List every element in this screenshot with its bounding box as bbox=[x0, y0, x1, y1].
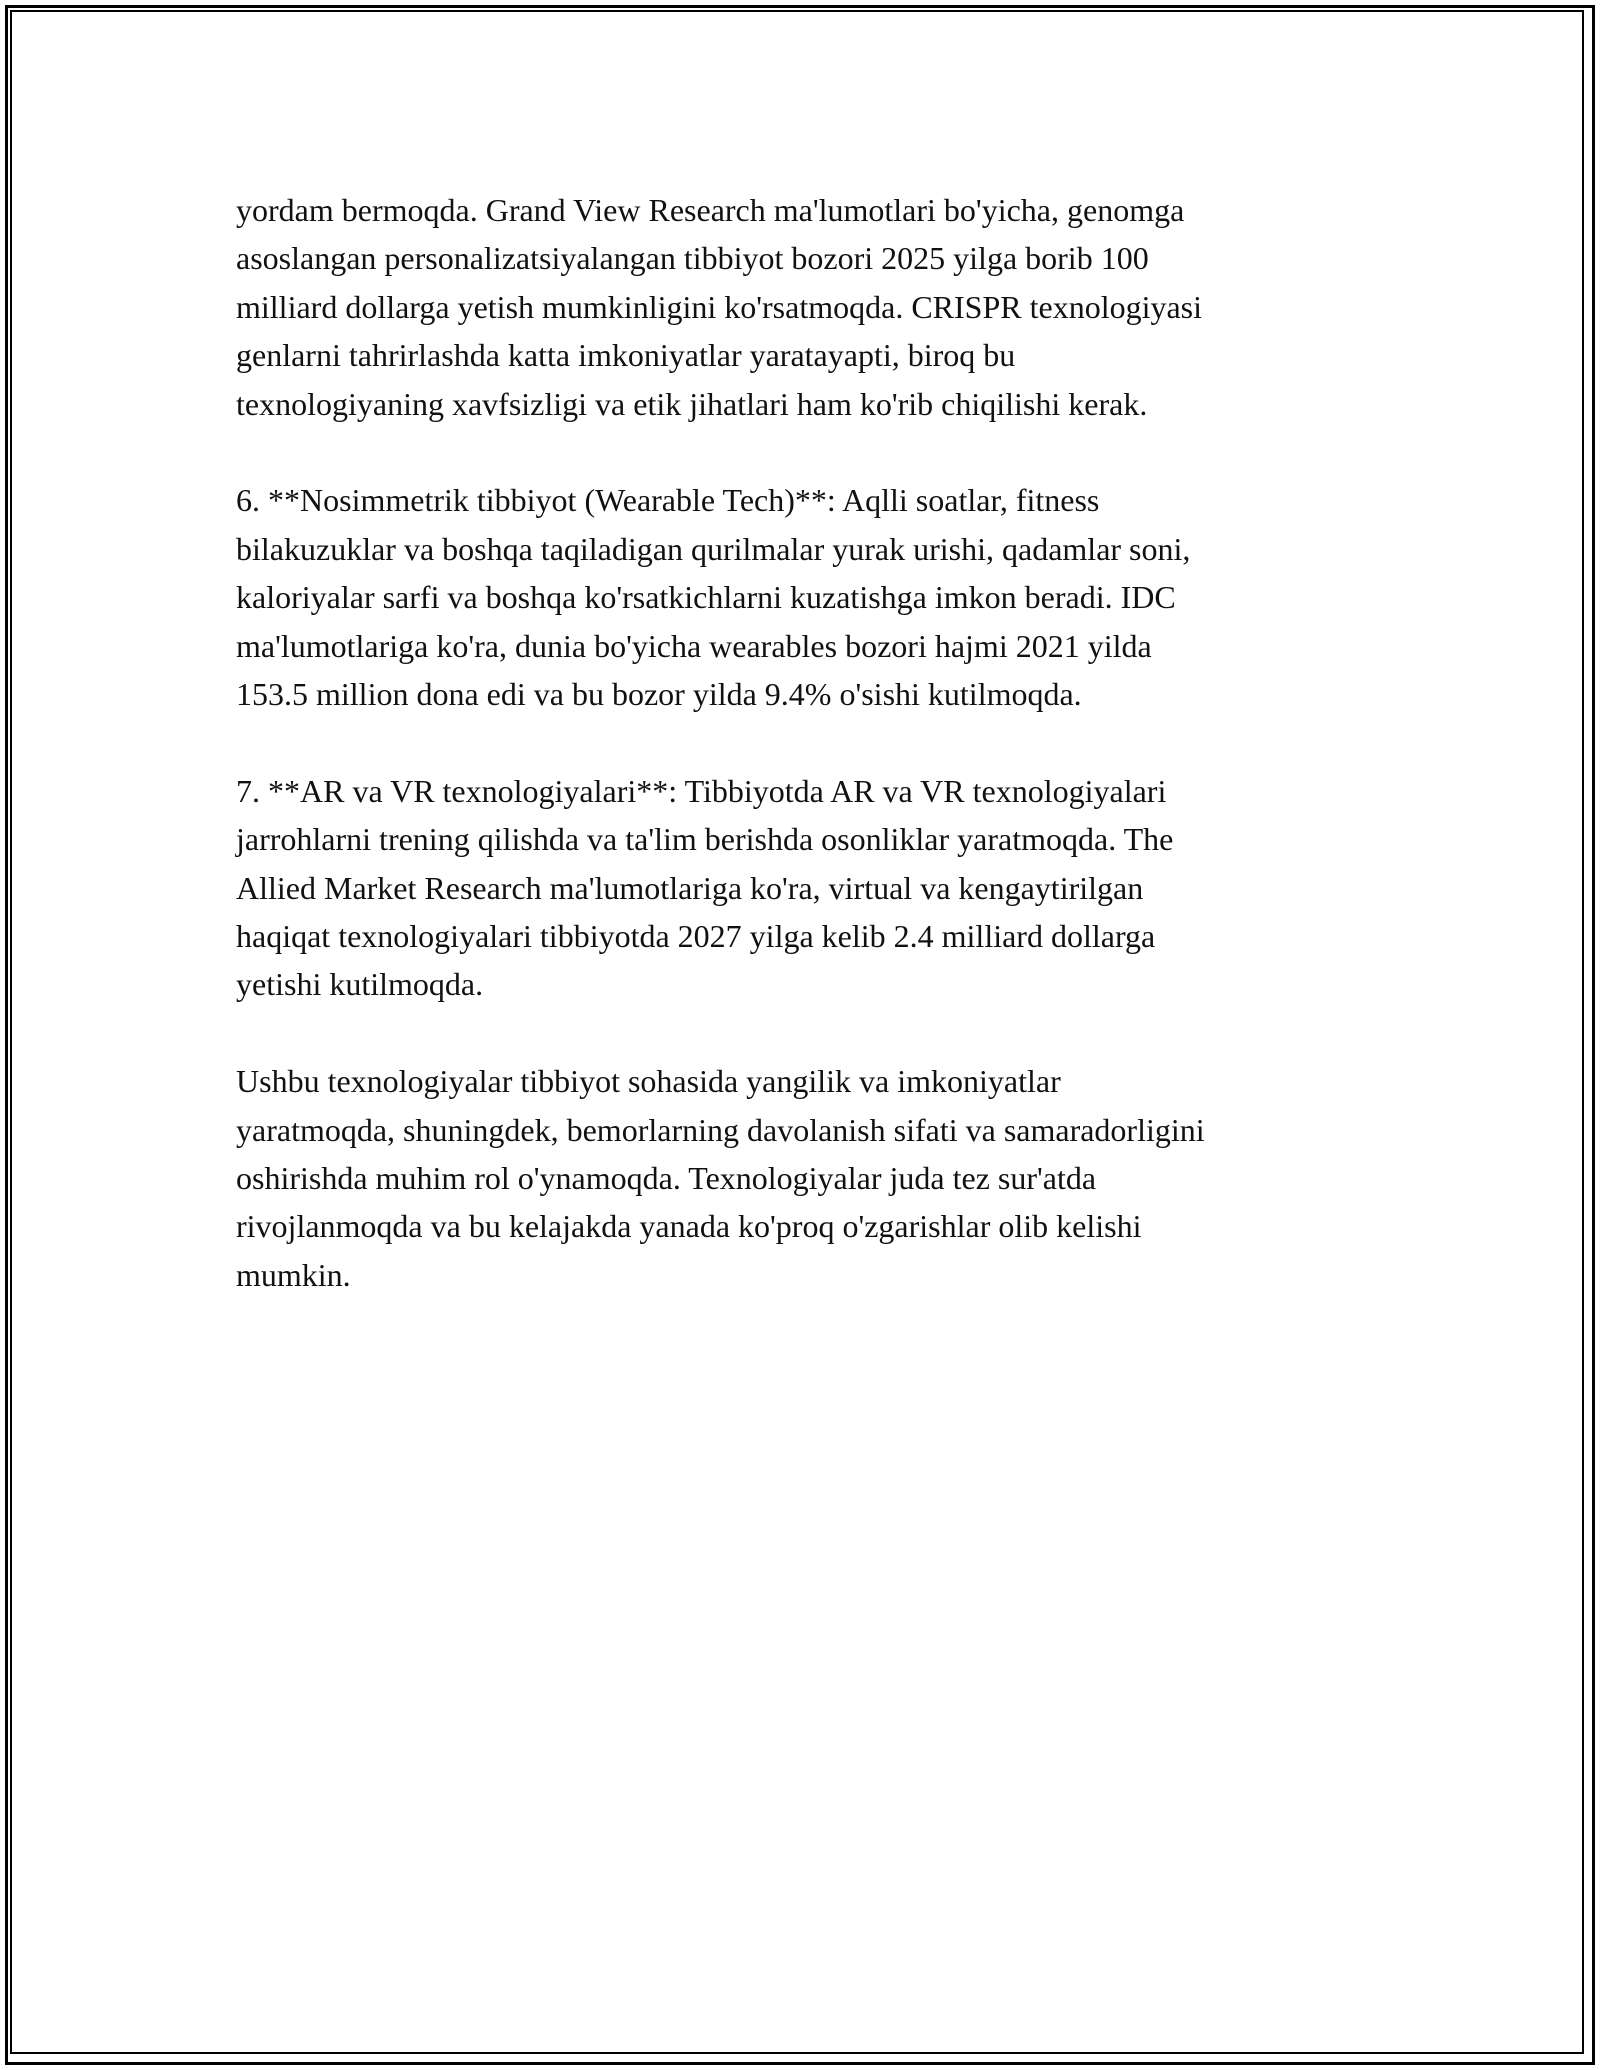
paragraph-ar-vr: 7. **AR va VR texnologiyalari**: Tibbiyotda AR va VR texnologiyalari jarrohlarni trening qilishda va ta'lim berishda osonliklar yaratmoqda. The Allied Market Research ma'lumotlariga ko'ra, virtual va kengaytirilgan haqiqat texnologiyalari tibbiyotda 2027 yilga kelib 2.4 milliard dollarga yetishi kutilmoqda. bbox=[236, 772, 1174, 1003]
paragraph-conclusion: Ushbu texnologiyalar tibbiyot sohasida yangilik va imkoniyatlar yaratmoqda, shuningdek, bemorlarning davolanish sifati va samaradorligini oshirishda muhim rol o'ynamoqda. Texnologiyalar juda tez sur'atda rivojlanmoqda va bu kelajakda yanada ko'proq o'zgarishlar olib kelishi mumkin. bbox=[236, 1063, 1205, 1293]
paragraph-wearable-tech: 6. **Nosimmetrik tibbiyot (Wearable Tech)**: Aqlli soatlar, fitness bilakuzuklar va boshqa taqiladigan qurilmalar yurak urishi, qadamlar soni, kaloriyalar sarfi va boshqa ko'rsatkichlarni kuzatishga imkon beradi. IDC ma'lumotlariga ko'ra, dunia bo'yicha wearables bozori hajmi 2021 yilda 153.5 million dona edi va bu bozor yilda 9.4% o'sishi kutilmoqda. bbox=[236, 482, 1191, 713]
document-body bbox=[236, 186, 1376, 1348]
paragraph-genomics: yordam bermoqda. Grand View Research ma'lumotlari bo'yicha, genomga asoslangan personalizatsiyalangan tibbiyot bozori 2025 yilga borib 100 milliard dollarga yetish mumkinligini ko'rsatmoqda. CRISPR texnologiyasi genlarni tahrirlashda katta imkoniyatlar yaratayapti, biroq bu texnologiyaning xavfsizligi va etik jihatlari ham ko'rib chiqilishi kerak. bbox=[236, 192, 1203, 422]
